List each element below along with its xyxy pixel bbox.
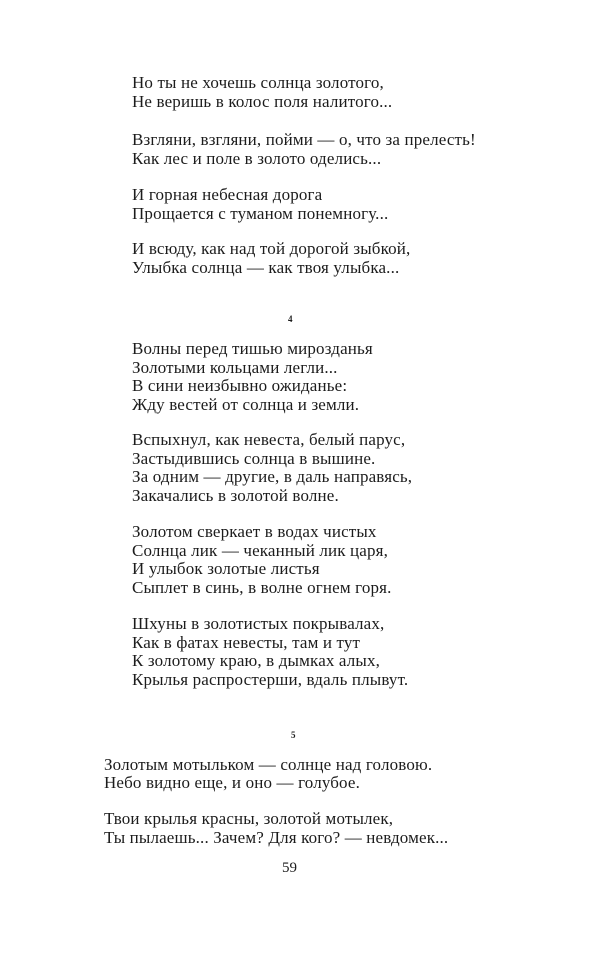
poem-line: К золотому краю, в дымках алых,	[132, 651, 381, 670]
poem-line: Как лес и поле в золото оделись...	[132, 149, 382, 168]
poem-line: Закачались в золотой волне.	[132, 486, 339, 505]
poem-line: Как в фатах невесты, там и тут	[132, 633, 361, 652]
poem-line: Волны перед тишью мирозданья	[132, 339, 373, 358]
poem-line: И горная небесная дорога	[132, 185, 323, 204]
poem-line: Сыплет в синь, в волне огнем горя.	[132, 578, 392, 597]
page-number: 59	[282, 860, 297, 876]
poem-line: Золотыми кольцами легли...	[132, 358, 338, 377]
poem-line: Улыбка солнца — как твоя улыбка...	[132, 258, 400, 277]
poem-line: Небо видно еще, и оно — голубое.	[104, 773, 361, 792]
poem-line: И улыбок золотые листья	[132, 559, 320, 578]
poem-line: Но ты не хочешь солнца золотого,	[132, 73, 384, 92]
poem-line: Жду вестей от солнца и земли.	[132, 395, 360, 414]
poem-line: Солнца лик — чеканный лик царя,	[132, 541, 388, 560]
section-number: 4	[288, 314, 293, 324]
poem-line: Ты пылаешь... Зачем? Для кого? — невдомек...	[104, 828, 449, 847]
poem-line: Прощается с туманом понемногу...	[132, 204, 389, 223]
section-number: 5	[291, 730, 296, 740]
poem-line: За одним — другие, в даль направясь,	[132, 467, 413, 486]
poem-line: Взгляни, взгляни, пойми — о, что за прелесть!	[132, 130, 476, 149]
poem-line: Застыдившись солнца в вышине.	[132, 449, 376, 468]
poem-line: Не веришь в колос поля налитого...	[132, 92, 393, 111]
poem-line: Золотом сверкает в водах чистых	[132, 522, 377, 541]
poem-line: Крылья распростерши, вдаль плывут.	[132, 670, 409, 689]
poem-line: В сини неизбывно ожиданье:	[132, 376, 348, 395]
poem-line: Золотым мотыльком — солнце над головою.	[104, 755, 433, 774]
poem-line: Шхуны в золотистых покрывалах,	[132, 614, 385, 633]
poem-line: Вспыхнул, как невеста, белый парус,	[132, 430, 406, 449]
poem-line: И всюду, как над той дорогой зыбкой,	[132, 239, 411, 258]
poem-line: Твои крылья красны, золотой мотылек,	[104, 809, 394, 828]
